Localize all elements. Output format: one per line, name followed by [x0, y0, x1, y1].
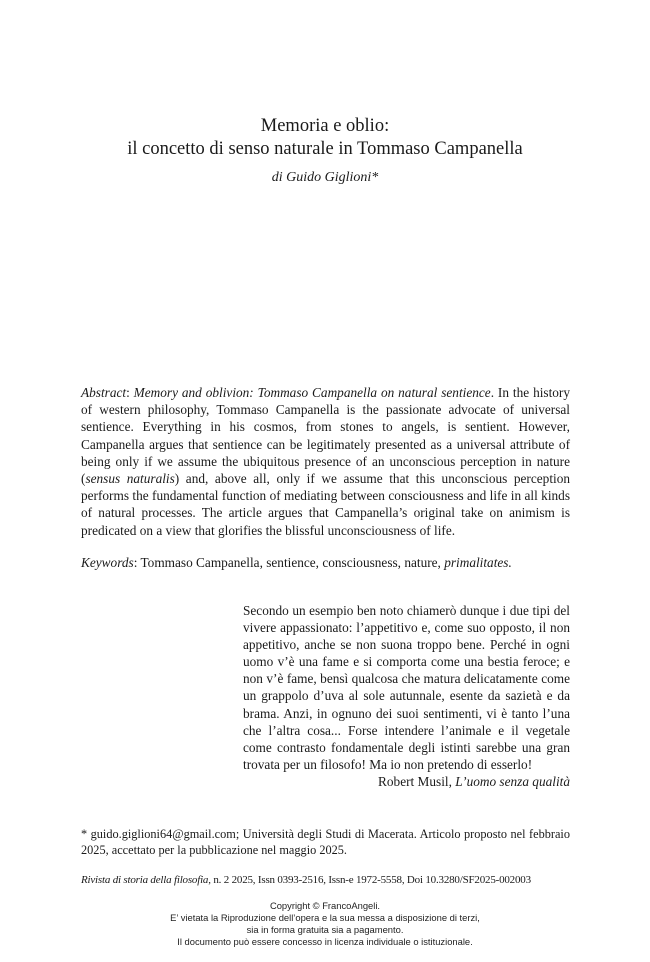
epigraph — [243, 602, 570, 790]
title-line-2: il concetto di senso naturale in Tommaso Campanella — [127, 139, 523, 159]
epigraph-source — [243, 773, 570, 790]
keywords-label: Keywords — [81, 555, 134, 570]
epigraph-text: Secondo un esempio ben noto chiamerò dunque i due tipi del vivere appassionato: l’appetitivo e, come suo opposto, il non appetitivo, anche se non suona troppo bene. Perché in ogni uomo v’è una fame e si comporta come una bestia feroce; e non v’è fame, bensì qualcosa che matura delicatamente come un grappolo d’uva al sole autunnale, esente da sazietà e da brama. Anzi, in ognuno dei suoi sentimenti, vi è tanto l’una che l’altra cosa... Forse intendere l’animale e il vegetale come contrasto fondamentale degli istinti sarebbe una gran trovata per un filosofo! Ma io non pretendo di esserlo! — [243, 603, 570, 772]
title-line-1: Memoria e oblio: — [260, 116, 390, 136]
epigraph-source-author: Robert Musil, — [378, 773, 456, 789]
keywords-sep: : — [133, 555, 141, 570]
keywords — [81, 554, 570, 571]
abstract-text-2: ) and, above all, only if we assume that this unconscious perception performs the fundamental function of mediating between consciousness and life in all kinds of natural processes. The article argues that Campanella’s original take on animism is predicated on a view that glorifies the blissful unconsciousness of life. — [81, 471, 570, 538]
epigraph-source-work: L’uomo senza qualità — [455, 773, 570, 789]
copyright-line-3: sia in forma gratuita sia a pagamento. — [246, 924, 404, 935]
abstract-label: Abstract — [81, 385, 127, 400]
copyright-line-2: E’ vietata la Riproduzione dell’opera e la sua messa a disposizione di terzi, — [170, 912, 480, 923]
abstract — [81, 384, 570, 539]
article-title — [0, 115, 650, 161]
copyright-line-1: Copyright © FrancoAngeli. — [269, 900, 381, 911]
abstract-sep: : — [126, 385, 134, 400]
copyright-line-4: Il documento può essere concesso in licenza individuale o istituzionale. — [177, 936, 473, 947]
copyright-notice — [0, 900, 650, 948]
abstract-text-1: . In the history of western philosophy, Tommaso Campanella is the passionate advocate of universal sentience. Everything in his cosmos, from stones to angels, is sentient. However, Campanella argues that sentience can be legitimately presented as a universal attribute of being only if we assume the ubiquitous presence of an unconscious perception in nature ( — [81, 385, 571, 487]
keywords-last: primalitates. — [444, 555, 512, 570]
abstract-term: sensus naturalis — [85, 471, 175, 487]
keywords-list: Tommaso Campanella, sentience, consciousness, nature, — [140, 555, 445, 570]
author-byline: di Guido Giglioni* — [271, 170, 379, 185]
journal-citation — [81, 873, 570, 887]
journal-details: , n. 2 2025, Issn 0393-2516, Issn-e 1972-5558, Doi 10.3280/SF2025-002003 — [208, 874, 531, 886]
abstract-english-title: Memory and oblivion: Tommaso Campanella on natural sentience — [133, 385, 491, 400]
journal-name: Rivista di storia della filosofia — [81, 874, 209, 886]
footnote: * guido.giglioni64@gmail.com; Università degli Studi di Macerata. Articolo proposto nel febbraio 2025, accettato per la pubblicazione nel maggio 2025. — [81, 827, 570, 857]
